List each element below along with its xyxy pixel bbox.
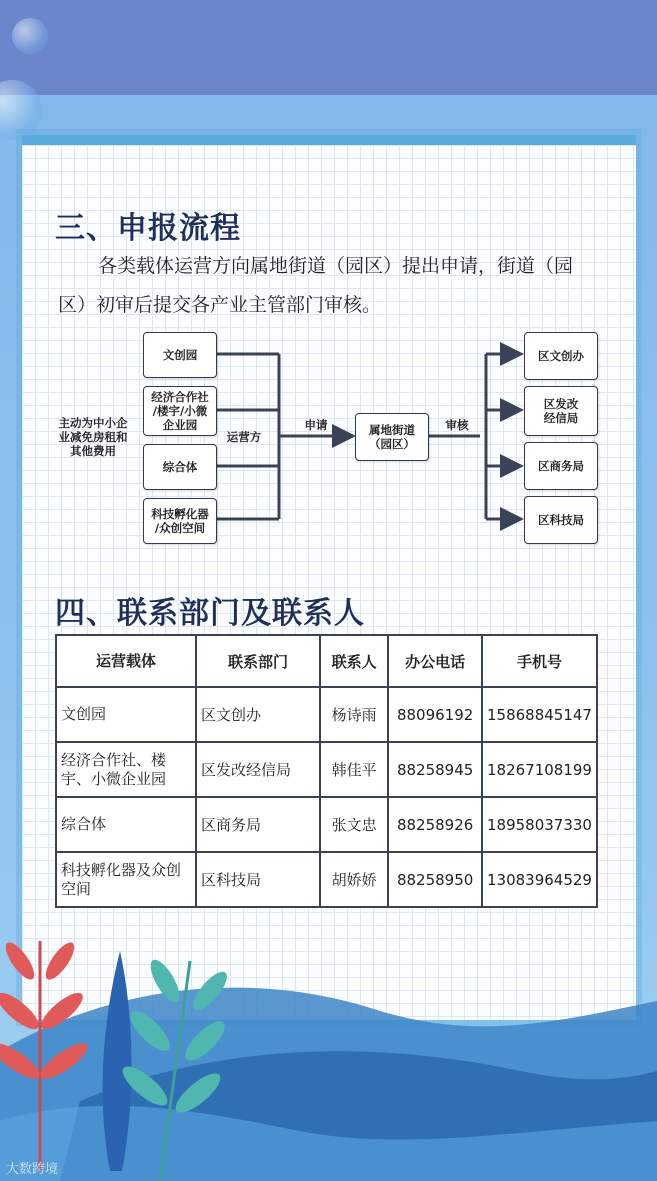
column-header: 联系部门 bbox=[196, 635, 320, 687]
column-header: 办公电话 bbox=[388, 635, 482, 687]
apply-label: 申请 bbox=[304, 418, 328, 432]
table-cell: 杨诗雨 bbox=[320, 687, 388, 742]
table-cell: 经济合作社、楼宇、小微企业园 bbox=[56, 742, 196, 797]
contact-table bbox=[55, 634, 598, 908]
table-row bbox=[56, 797, 597, 852]
table-cell: 科技孵化器及众创空间 bbox=[56, 852, 196, 907]
dept-label: 区科技局 bbox=[538, 513, 584, 527]
street-office-label: 属地街道 （园区） bbox=[369, 423, 415, 451]
dept-box-commerce bbox=[524, 442, 598, 490]
table-cell: 胡娇娇 bbox=[320, 852, 388, 907]
dept-label: 区商务局 bbox=[538, 459, 584, 473]
watermark: 大数跨境 bbox=[6, 1162, 59, 1177]
carrier-box-creative-park bbox=[143, 332, 217, 378]
table-cell: 15868845147 bbox=[482, 687, 597, 742]
operator-label: 运营方 bbox=[226, 430, 262, 444]
flow-left-note-line: 业减免房租和 bbox=[58, 430, 128, 444]
dept-label: 区文创办 bbox=[538, 349, 584, 363]
carrier-label: 综合体 bbox=[162, 460, 198, 474]
table-cell: 张文忠 bbox=[320, 797, 388, 852]
table-row bbox=[56, 742, 597, 797]
dept-label: 区发改 经信局 bbox=[543, 397, 579, 425]
flow-left-note-line: 其他费用 bbox=[70, 444, 116, 458]
landscape-decoration bbox=[0, 921, 657, 1181]
table-cell: 区科技局 bbox=[196, 852, 320, 907]
carrier-label: 文创园 bbox=[162, 348, 198, 362]
dept-box-culture bbox=[524, 332, 598, 380]
table-cell: 88258926 bbox=[388, 797, 482, 852]
column-header: 运营载体 bbox=[56, 635, 196, 687]
process-description-line2: 区）初审后提交各产业主管部门审核。 bbox=[58, 294, 382, 316]
table-cell: 18958037330 bbox=[482, 797, 597, 852]
table-cell: 88258945 bbox=[388, 742, 482, 797]
table-row bbox=[56, 852, 597, 907]
flow-left-note-line: 主动为中小企 bbox=[58, 416, 128, 430]
table-cell: 综合体 bbox=[56, 797, 196, 852]
table-header-row bbox=[56, 635, 597, 687]
section-heading-process: 三、申报流程 bbox=[55, 211, 241, 246]
carrier-box-incubator bbox=[143, 498, 217, 544]
table-cell: 18267108199 bbox=[482, 742, 597, 797]
street-office-box bbox=[355, 413, 429, 461]
table-cell: 文创园 bbox=[56, 687, 196, 742]
dept-box-development bbox=[524, 386, 598, 436]
table-cell: 区文创办 bbox=[196, 687, 320, 742]
dept-box-technology bbox=[524, 496, 598, 544]
process-description-line1: 各类载体运营方向属地街道（园区）提出申请，街道（园 bbox=[98, 255, 574, 277]
column-header: 手机号 bbox=[482, 635, 597, 687]
table-cell: 韩佳平 bbox=[320, 742, 388, 797]
section-heading-contacts: 四、联系部门及联系人 bbox=[55, 596, 365, 631]
table-row bbox=[56, 687, 597, 742]
carrier-label: 经济合作社 /楼宇/小微 企业园 bbox=[151, 390, 209, 432]
review-label: 审核 bbox=[445, 418, 469, 432]
carrier-box-complex bbox=[143, 444, 217, 490]
column-header: 联系人 bbox=[320, 635, 388, 687]
table-cell: 13083964529 bbox=[482, 852, 597, 907]
table-cell: 88096192 bbox=[388, 687, 482, 742]
table-cell: 88258950 bbox=[388, 852, 482, 907]
flow-left-note bbox=[50, 416, 136, 458]
carrier-label: 科技孵化器 /众创空间 bbox=[151, 507, 209, 535]
table-cell: 区商务局 bbox=[196, 797, 320, 852]
table-cell: 区发改经信局 bbox=[196, 742, 320, 797]
carrier-box-cooperative bbox=[143, 386, 217, 436]
